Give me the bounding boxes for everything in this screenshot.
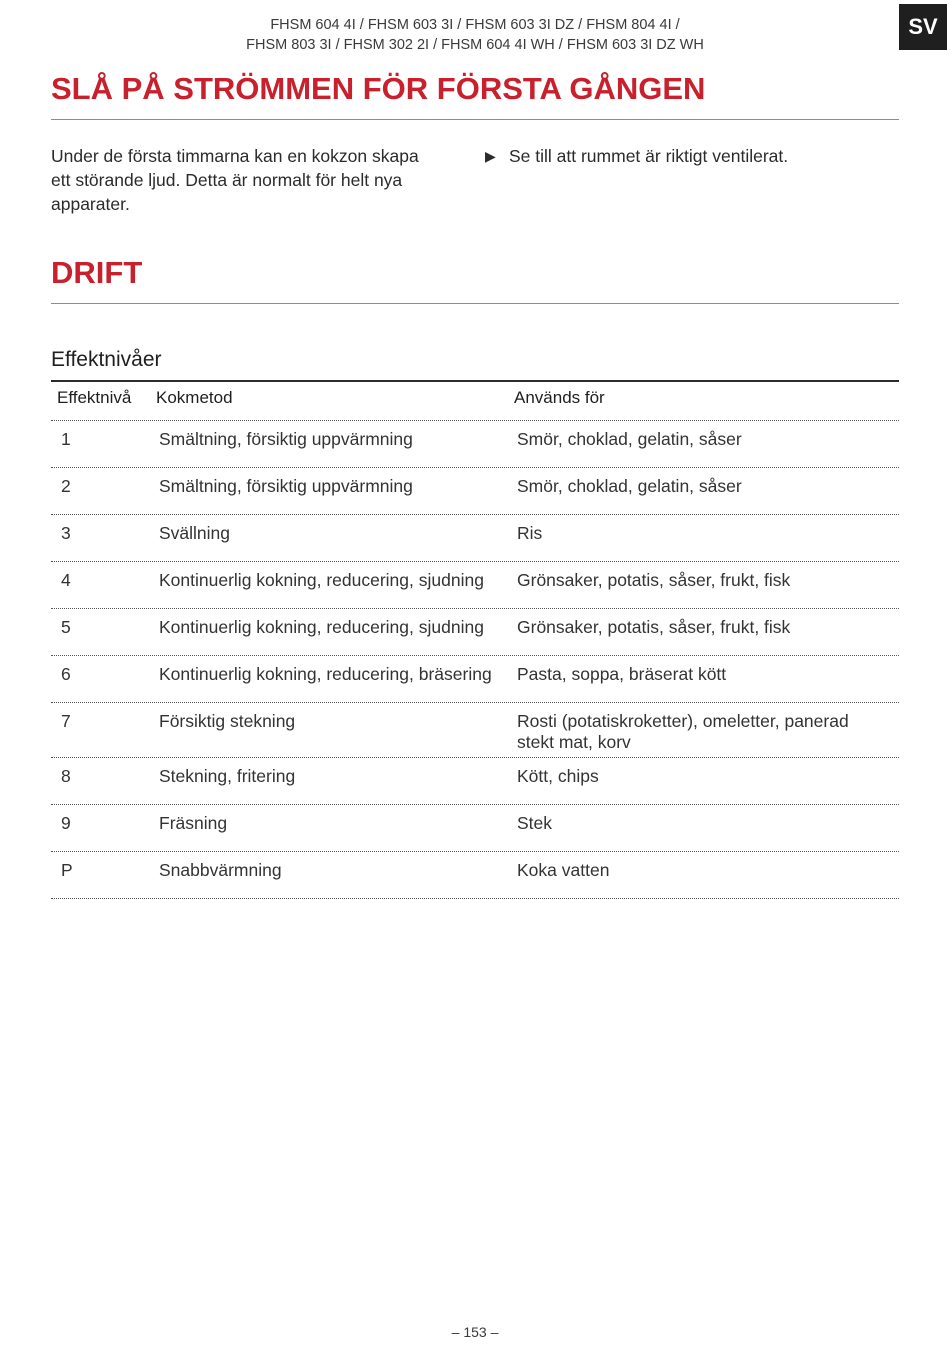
- cell-method: Fräsning: [159, 813, 228, 833]
- cell-use: Kött, chips: [517, 766, 599, 786]
- cell-level: 1: [61, 429, 71, 449]
- intro-text: Under de första timmarna kan en kokzon skapa ett störande ljud. Detta är normalt för helt nya apparater.: [51, 146, 419, 214]
- cell-method: Svällning: [159, 523, 231, 543]
- table-row: [51, 515, 899, 562]
- model-list-line-2: FHSM 803 3I / FHSM 302 2I / FHSM 604 4I WH / FHSM 603 3I DZ WH: [246, 37, 704, 53]
- model-list-header: [150, 15, 800, 55]
- table-row: [51, 562, 899, 609]
- cell-use: Pasta, soppa, bräserat kött: [517, 664, 727, 684]
- model-list-line-1: FHSM 604 4I / FHSM 603 3I / FHSM 603 3I DZ / FHSM 804 4I /: [270, 17, 680, 33]
- section-title-first-power-on: SLÅ PÅ STRÖMMEN FÖR FÖRSTA GÅNGEN: [51, 71, 706, 106]
- section-divider-1: [51, 119, 899, 120]
- cell-use: Rosti (potatiskroketter), omeletter, panerad stekt mat, korv: [517, 711, 849, 752]
- section-divider-2: [51, 303, 899, 304]
- cell-method: Kontinuerlig kokning, reducering, sjudning: [159, 617, 484, 637]
- bullet-arrow-icon: ▶: [485, 148, 496, 164]
- table-row: [51, 758, 899, 805]
- cell-level: 2: [61, 476, 71, 496]
- table-row: [51, 703, 899, 758]
- cell-method: Försiktig stekning: [159, 711, 296, 731]
- table-row: [51, 421, 899, 468]
- ventilation-instruction-text: Se till att rummet är riktigt ventilerat.: [509, 146, 789, 166]
- cell-use: Grönsaker, potatis, såser, frukt, fisk: [517, 570, 791, 590]
- cell-method: Stekning, fritering: [159, 766, 296, 786]
- cell-use: Ris: [517, 523, 543, 543]
- table-row: [51, 852, 899, 899]
- cell-level: 6: [61, 664, 71, 684]
- cell-level: 3: [61, 523, 71, 543]
- table-row: [51, 468, 899, 515]
- cell-method: Smältning, försiktig uppvärmning: [159, 476, 413, 496]
- ventilation-instruction: [485, 144, 899, 168]
- cell-level: 7: [61, 711, 71, 731]
- column-header-method: Kokmetod: [156, 388, 233, 407]
- cell-level: 9: [61, 813, 71, 833]
- cell-use: Smör, choklad, gelatin, såser: [517, 476, 742, 496]
- table-header-row: [51, 382, 899, 421]
- page-number: – 153 –: [451, 1324, 499, 1340]
- power-levels-heading: Effektnivåer: [51, 348, 162, 371]
- table-row: [51, 656, 899, 703]
- power-levels-table: [51, 380, 899, 899]
- table-row: [51, 805, 899, 852]
- cell-method: Kontinuerlig kokning, reducering, sjudning: [159, 570, 484, 590]
- cell-level: 4: [61, 570, 71, 590]
- language-tab: SV: [899, 4, 947, 50]
- cell-method: Kontinuerlig kokning, reducering, bräsering: [159, 664, 492, 684]
- cell-use: Koka vatten: [517, 860, 610, 880]
- section-title-operation: DRIFT: [51, 255, 143, 290]
- cell-use: Smör, choklad, gelatin, såser: [517, 429, 742, 449]
- cell-level: 8: [61, 766, 71, 786]
- column-header-use: Används för: [514, 388, 605, 407]
- cell-method: Smältning, försiktig uppvärmning: [159, 429, 413, 449]
- column-header-level: Effektnivå: [57, 388, 132, 407]
- cell-use: Stek: [517, 813, 553, 833]
- cell-use: Grönsaker, potatis, såser, frukt, fisk: [517, 617, 791, 637]
- cell-level: P: [61, 860, 73, 880]
- cell-level: 5: [61, 617, 71, 637]
- table-row: [51, 609, 899, 656]
- cell-method: Snabbvärmning: [159, 860, 282, 880]
